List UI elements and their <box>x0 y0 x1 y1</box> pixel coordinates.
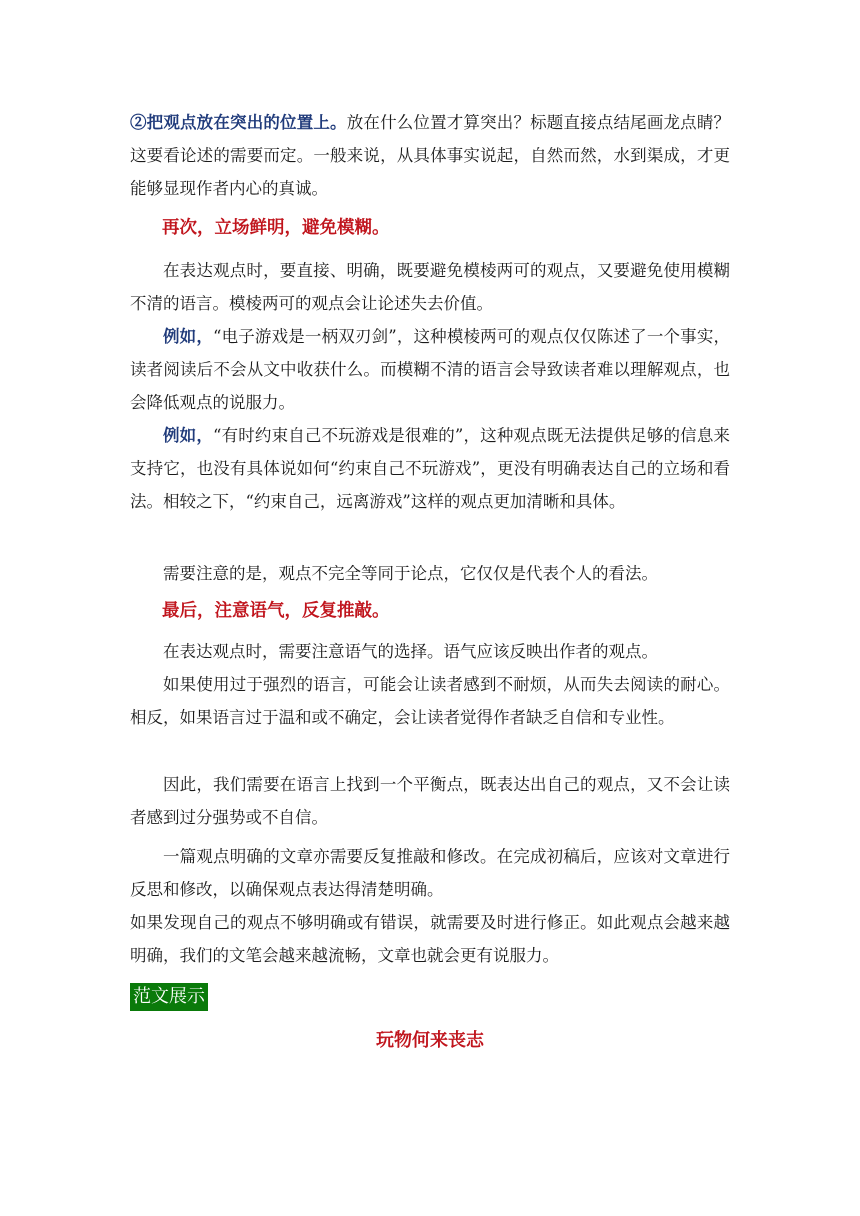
paragraph-strong-language: 如果使用过于强烈的语言，可能会让读者感到不耐烦，从而失去阅读的耐心。相反，如果语言过于温和或不确定，会让读者觉得作者缺乏自信和专业性。 <box>130 675 730 727</box>
section-label-sample-essay: 范文展示 <box>130 983 208 1011</box>
example-2-text: “有时约束自己不玩游戏是很难的”，这种观点既无法提供足够的信息来支持它，也没有具体说如何“约束自己不玩游戏”，更没有明确表达自己的立场和看法。相较之下，“约束自己，远离游戏”这样的观点更加清晰和具体。 <box>130 426 730 511</box>
point-2-lead: ②把观点放在突出的位置上。 <box>130 113 347 132</box>
paragraph-example-1 <box>130 320 730 419</box>
example-1-lead: 例如， <box>163 327 213 346</box>
paragraph-balance: 因此，我们需要在语言上找到一个平衡点，既表达出自己的观点，又不会让读者感到过分强势或不自信。 <box>130 775 730 827</box>
essay-title: 玩物何来丧志 <box>376 1030 484 1051</box>
paragraph-revise: 一篇观点明确的文章亦需要反复推敲和修改。在完成初稿后，应该对文章进行反思和修改，以确保观点表达得清楚明确。 <box>130 847 730 899</box>
paragraph-clear-expression: 在表达观点时，要直接、明确，既要避免模棱两可的观点，又要避免使用模糊不清的语言。模棱两可的观点会让论述失去价值。 <box>130 261 730 313</box>
heading-stance-clear: 再次，立场鲜明，避免模糊。 <box>162 218 390 238</box>
paragraph-point-2 <box>130 106 730 205</box>
paragraph-tone: 在表达观点时，需要注意语气的选择。语气应该反映出作者的观点。 <box>163 642 658 661</box>
heading-tone: 最后，注意语气，反复推敲。 <box>162 601 390 621</box>
paragraph-example-2 <box>130 419 730 518</box>
point-2-text: 放在什么位置才算突出？标题直接点结尾画龙点睛？这要看论述的需要而定。一般来说，从具体事实说起，自然而然，水到渠成，才更能够显现作者内心的真诚。 <box>130 113 731 198</box>
example-1-text: “电子游戏是一柄双刃剑”，这种模棱两可的观点仅仅陈述了一个事实，读者阅读后不会从文中收获什么。而模糊不清的语言会导致读者难以理解观点，也会降低观点的说服力。 <box>130 327 730 412</box>
paragraph-note: 需要注意的是，观点不完全等同于论点，它仅仅是代表个人的看法。 <box>163 564 658 583</box>
paragraph-fix: 如果发现自己的观点不够明确或有错误，就需要及时进行修正。如此观点会越来越明确，我们的文笔会越来越流畅，文章也就会更有说服力。 <box>130 913 730 965</box>
example-2-lead: 例如， <box>163 426 213 445</box>
